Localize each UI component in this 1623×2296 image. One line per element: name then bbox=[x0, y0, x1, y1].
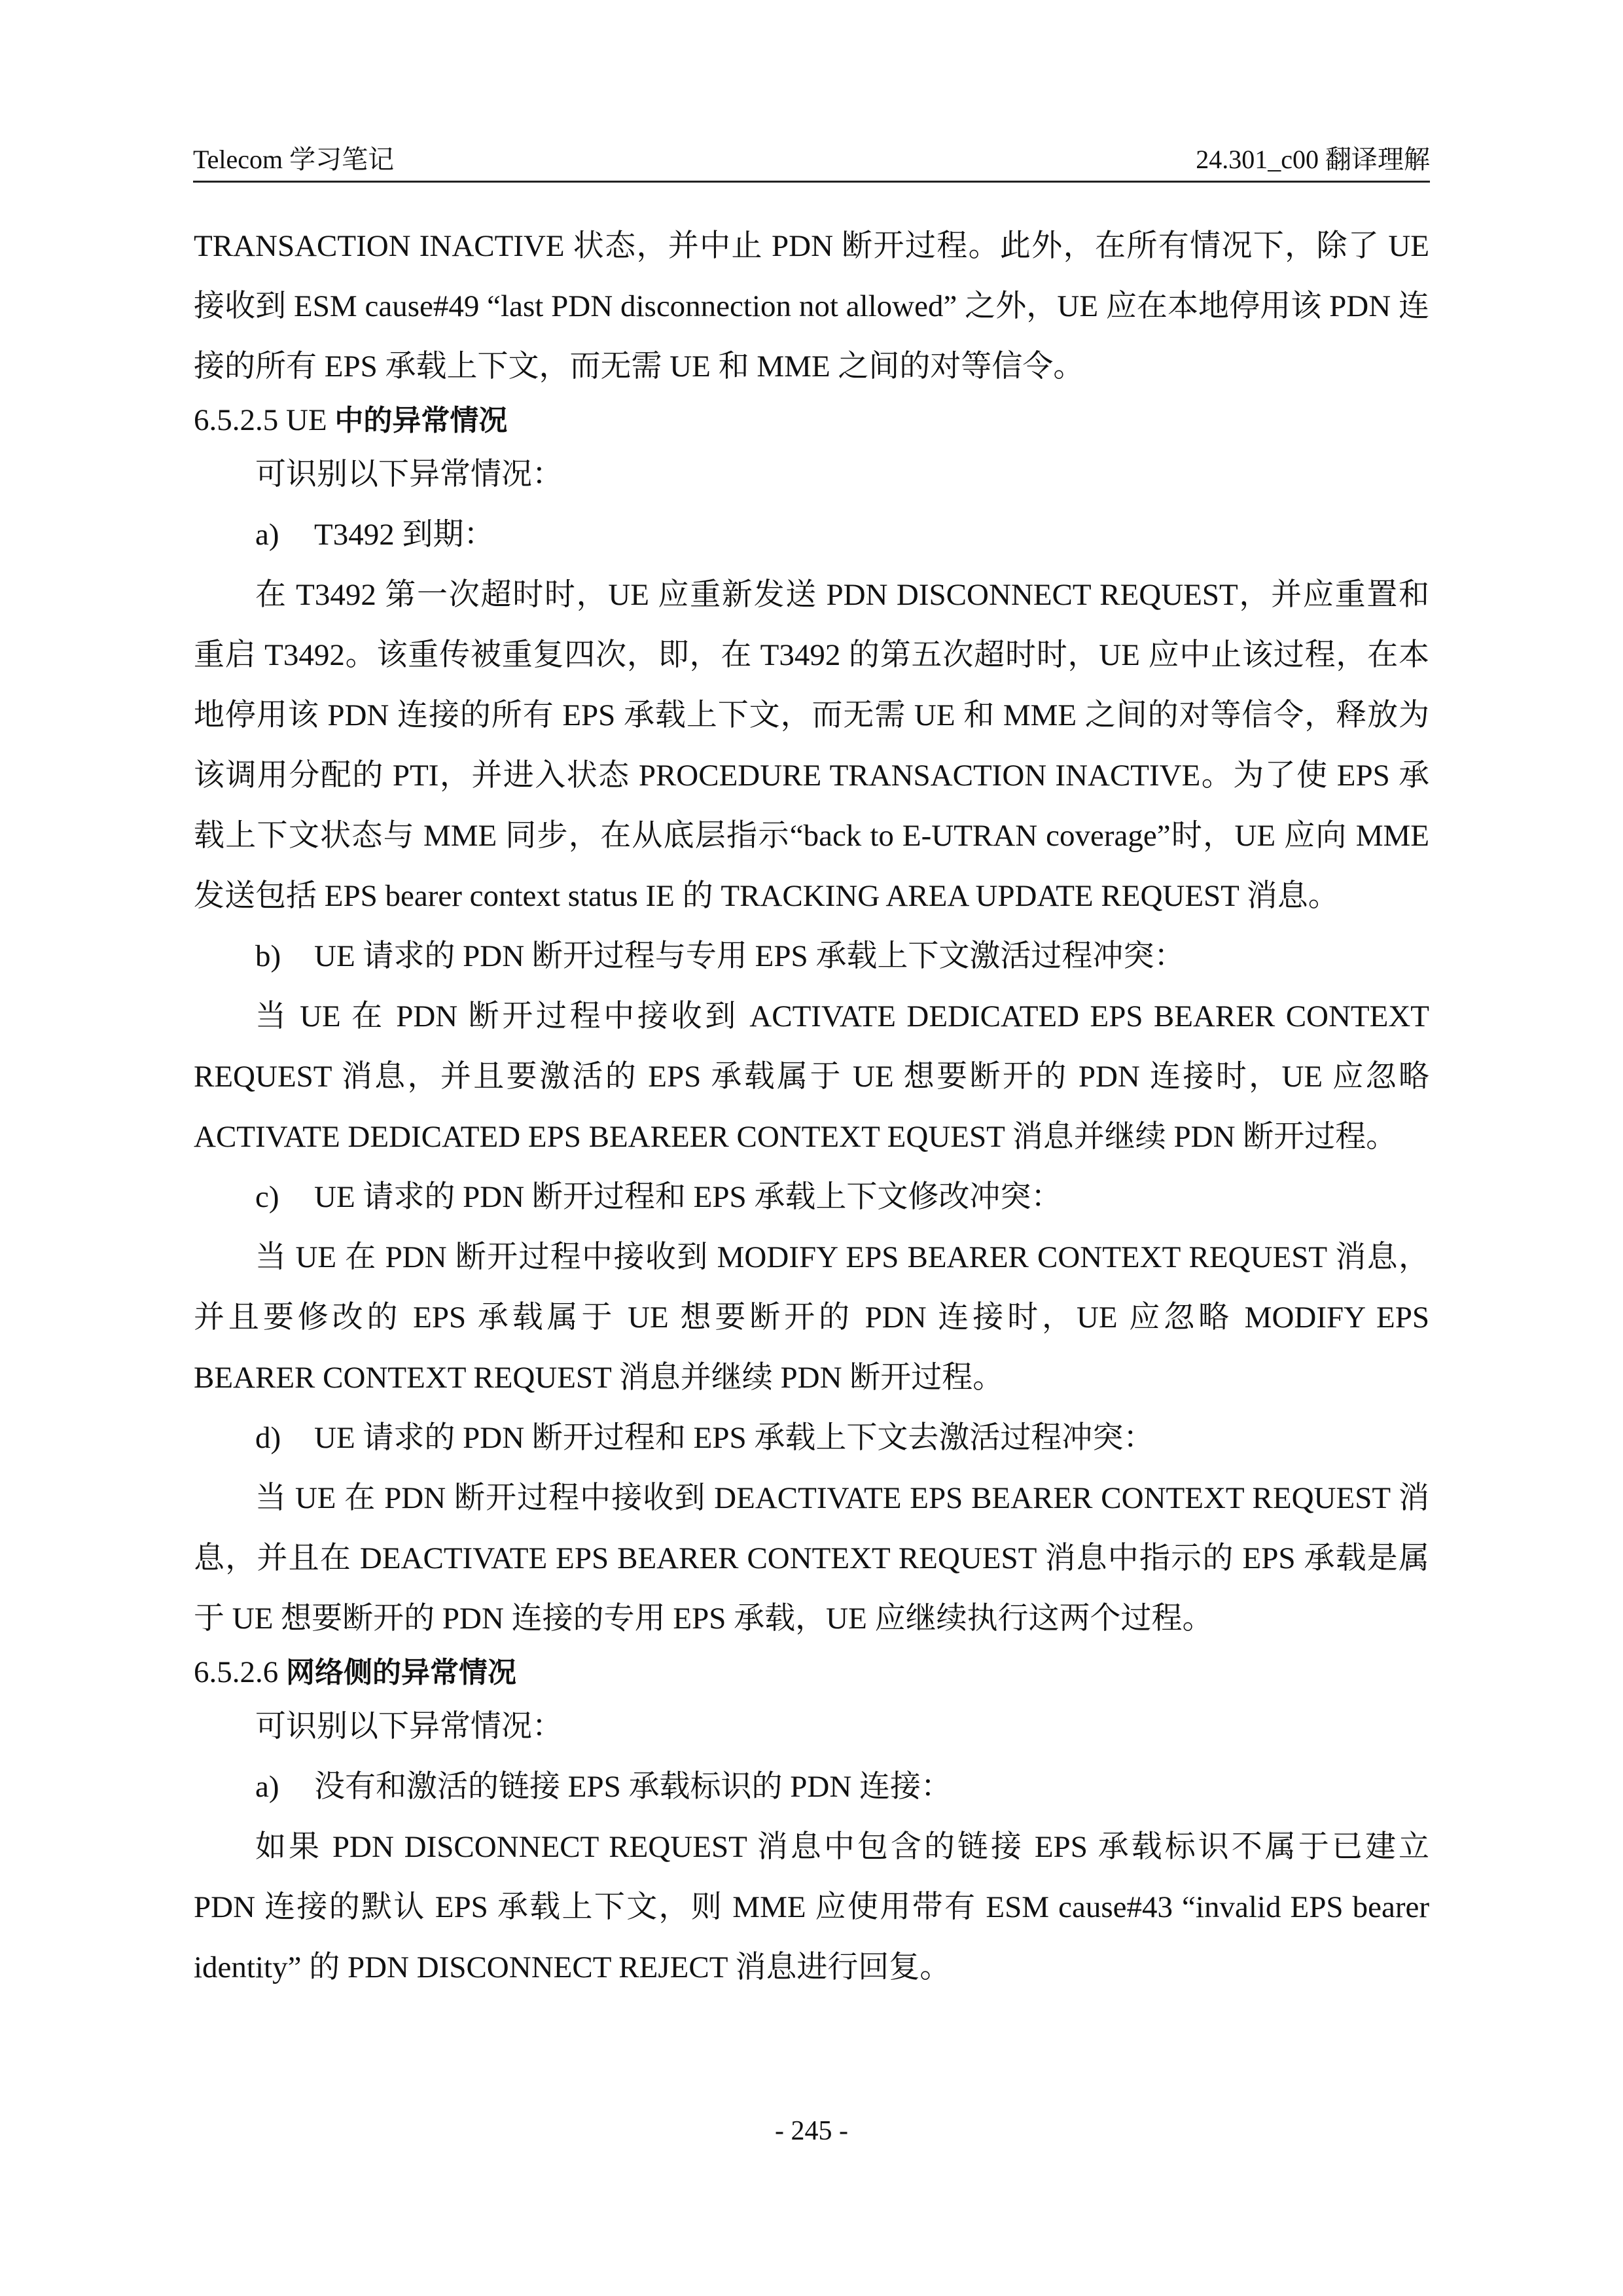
list-item bbox=[194, 1408, 1429, 1468]
list-item-text: UE 请求的 PDN 断开过程与专用 EPS 承载上下文激活过程冲突： bbox=[314, 939, 1185, 973]
paragraph: 可识别以下异常情况： bbox=[255, 457, 563, 492]
section-number: 6.5.2.6 bbox=[194, 1655, 286, 1689]
paragraph: TRANSACTION INACTIVE 状态，并中止 PDN 断开过程。此外，在所有情况下，除了 UE 接收到 ESM cause#49 “last PDN disconnection not allowed” 之外，UE 应在本地停用该 PDN 连接的所有 EPS 承载上下文，而无需 UE 和 MME 之间的对等信令。 bbox=[194, 229, 1429, 384]
list-item bbox=[194, 1167, 1429, 1227]
list-item-text: 没有和激活的链接 EPS 承载标识的 PDN 连接： bbox=[314, 1770, 952, 1804]
list-item-text: UE 请求的 PDN 断开过程和 EPS 承载上下文去激活过程冲突： bbox=[314, 1421, 1154, 1455]
page-header bbox=[193, 135, 1430, 183]
paragraph: 当 UE 在 PDN 断开过程中接收到 MODIFY EPS BEARER CONTEXT REQUEST 消息，并且要修改的 EPS 承载属于 UE 想要断开的 PDN 连接时，UE 应忽略 MODIFY EPS BEARER CONTEXT REQUEST 消息并继续 PDN 断开过程。 bbox=[194, 1240, 1429, 1395]
section-title: 网络侧的异常情况 bbox=[286, 1656, 516, 1689]
list-item bbox=[194, 1757, 1429, 1817]
section-heading-6-5-2-6 bbox=[194, 1649, 1429, 1696]
paragraph: 如果 PDN DISCONNECT REQUEST 消息中包含的链接 EPS 承载标识不属于已建立 PDN 连接的默认 EPS 承载上下文，则 MME 应使用带有 ESM cause#43 “invalid EPS bearer identity” 的 PDN DISCONNECT REJECT 消息进行回复。 bbox=[194, 1830, 1429, 1984]
list-item-label: d) bbox=[255, 1421, 281, 1455]
list-item-label: a) bbox=[255, 1770, 279, 1804]
list-item bbox=[194, 926, 1429, 986]
paragraph: 当 UE 在 PDN 断开过程中接收到 DEACTIVATE EPS BEARER CONTEXT REQUEST 消息，并且在 DEACTIVATE EPS BEARER CONTEXT REQUEST 消息中指示的 EPS 承载是属于 UE 想要断开的 PDN 连接的专用 EPS 承载，UE 应继续执行这两个过程。 bbox=[194, 1481, 1429, 1636]
section-heading-6-5-2-5 bbox=[194, 397, 1429, 444]
paragraph: 可识别以下异常情况： bbox=[255, 1710, 563, 1744]
list-item-label: a) bbox=[255, 518, 279, 552]
list-item-text: UE 请求的 PDN 断开过程和 EPS 承载上下文修改冲突： bbox=[314, 1180, 1062, 1214]
header-doc-ref: 24.301_c00 翻译理解 bbox=[1196, 145, 1430, 174]
paragraph: 当 UE 在 PDN 断开过程中接收到 ACTIVATE DEDICATED EPS BEARER CONTEXT REQUEST 消息，并且要激活的 EPS 承载属于 UE 想要断开的 PDN 连接时，UE 应忽略 ACTIVATE DEDICATED EPS BEAREER CONTEXT EQUEST 消息并继续 PDN 断开过程。 bbox=[194, 999, 1429, 1154]
list-item-label: c) bbox=[255, 1180, 279, 1214]
list-item-label: b) bbox=[255, 939, 281, 973]
header-title: Telecom 学习笔记 bbox=[193, 145, 395, 174]
list-item bbox=[194, 505, 1429, 565]
page-number: - 245 - bbox=[775, 2116, 848, 2146]
paragraph: 在 T3492 第一次超时时，UE 应重新发送 PDN DISCONNECT REQUEST，并应重置和重启 T3492。该重传被重复四次，即，在 T3492 的第五次超时时，UE 应中止该过程，在本地停用该 PDN 连接的所有 EPS 承载上下文，而无需 UE 和 MME 之间的对等信令，释放为该调用分配的 PTI，并进入状态 PROCEDURE TRANSACTION INACTIVE。为了使 EPS 承载上下文状态与 MME 同步，在从底层指示“back to E-UTRAN coverage”时，UE 应向 MME 发送包括 EPS bearer context status IE 的 TRACKING AREA UPDATE REQUEST 消息。 bbox=[194, 578, 1429, 913]
list-item-text: T3492 到期： bbox=[314, 518, 495, 552]
page-body bbox=[194, 216, 1429, 1998]
section-title: 中的异常情况 bbox=[334, 404, 508, 437]
section-number: 6.5.2.5 UE bbox=[194, 403, 335, 437]
